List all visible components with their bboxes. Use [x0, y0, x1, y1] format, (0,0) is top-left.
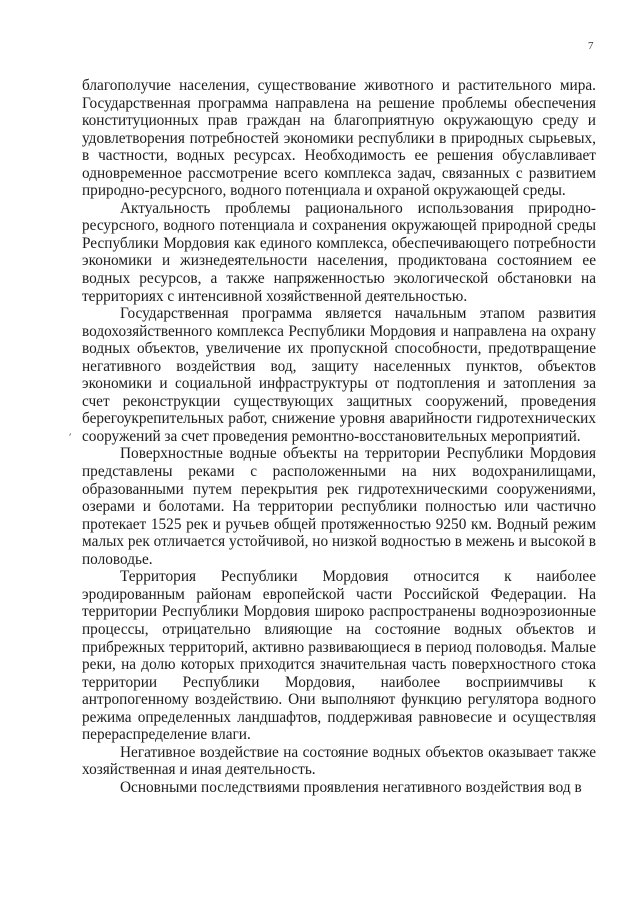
paragraph: Негативное воздействие на состояние водных объектов оказывает также хозяйственная и иная деятельность.	[82, 743, 596, 779]
document-body	[82, 77, 596, 796]
paragraph: Государственная программа является начальным этапом развития водохозяйственного комплекса Республики Мордовия и направлена на охрану водных объектов, увеличение их пропускной способности, предотвращение негативного воздействия вод, защиту населенных пунктов, объектов экономики и социальной инфраструктуры от подтопления и затопления за счет реконструкции существующих защитных сооружений, проведения берегоукрепительных работ, снижение уровня аварийности гидротехнических сооружений за счет проведения ремонтно-восстановительных мероприятий.	[82, 305, 596, 445]
paragraph: Актуальность проблемы рационального использования природно-ресурсного, водного потенциала и сохранения окружающей природной среды Республики Мордовия как единого комплекса, обеспечивающего потребности экономики и жизнедеятельности населения, продиктована состоянием ее водных ресурсов, а также напряженностью экологической обстановки на территориях с интенсивной хозяйственной деятельностью.	[82, 199, 596, 305]
page-number: 7	[588, 40, 594, 52]
paragraph: Территория Республики Мордовия относится к наиболее эродированным районам европейской части Российской Федерации. На территории Республики Мордовия широко распространены водноэрозионные процессы, отрицательно влияющие на состояние водных объектов и прибрежных территорий, активно развивающиеся в период половодья. Малые реки, на долю которых приходится значительная часть поверхностного стока территории Республики Мордовия, наиболее восприимчивы к антропогенному воздействию. Они выполняют функцию регулятора водного режима определенных ландшафтов, поддерживая равновесие и осуществляя перераспределение влаги.	[82, 568, 596, 744]
paragraph: Поверхностные водные объекты на территории Республики Мордовия представлены реками с расположенными на них водохранилищами, образованными путем перекрытия рек гидротехническими сооружениями, озерами и болотами. На территории республики полностью или частично протекает 1525 рек и ручьев общей протяженностью 9250 км. Водный режим малых рек отличается устойчивой, но низкой водностью в межень и высокой в половодье.	[82, 445, 596, 568]
margin-mark: ⸴	[69, 428, 72, 439]
paragraph: благополучие населения, существование животного и растительного мира. Государственная программа направлена на решение проблемы обеспечения конституционных прав граждан на благоприятную окружающую среду и удовлетворения потребностей экономики республики в природных сырьевых, в частности, водных ресурсах. Необходимость ее решения обуславливает одновременное рассмотрение всего комплекса задач, связанных с развитием природно-ресурсного, водного потенциала и охраной окружающей среды.	[82, 77, 596, 200]
paragraph: Основными последствиями проявления негативного воздействия вод в	[120, 778, 582, 796]
